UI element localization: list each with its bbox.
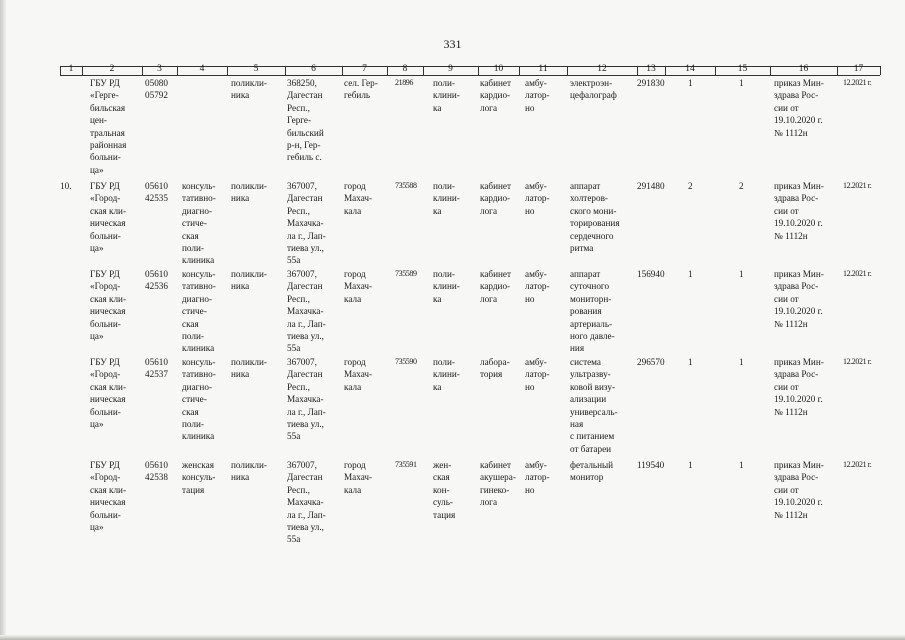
cell-unit: поли- клини- ка [433,78,460,113]
cell-org: ГБУ РД «Город- ская кли- ническая больни- ца» [90,269,127,342]
cell-locality: город Махач- кала [344,181,373,216]
cell-qty2: 1 [739,269,744,279]
cell-date: 12.2021 г. [843,181,872,190]
cell-price: 291480 [637,181,665,191]
cell-care: амбу- латор- но [525,78,550,113]
cell-equipment: фетальный монитор [570,460,614,483]
column-number: 4 [199,64,205,74]
column-number: 12 [597,64,607,74]
cell-date: 12.2021 г. [843,460,872,469]
cell-equipment: система ультразву- ковой визу- ализации универсаль- ная с питанием от батареи [570,357,618,454]
cell-price: 119540 [637,460,665,470]
column-number: 9 [448,64,453,74]
column-number: 15 [737,64,748,74]
cell-org: ГБУ РД «Город- ская кли- ническая больни- ца» [90,460,127,533]
cell-qty1: 1 [688,269,693,279]
cell-price: 296570 [637,357,665,367]
cell-code: 05610 42535 [145,181,168,204]
cell-n: 10. [60,181,72,191]
cell-locality: сел. Гер- гебиль [344,78,378,101]
cell-qty2: 1 [739,357,744,367]
cell-date: 12.2021 г. [843,269,872,278]
column-separator [880,66,881,75]
column-number: 3 [157,64,162,74]
cell-care: амбу- латор- но [525,460,550,495]
cell-price: 156940 [637,269,665,279]
column-number: 10 [493,64,504,74]
cell-basis: приказ Мин- здрава Рос- сии от 19.10.2020 г. № 1112н [774,181,824,241]
cell-address: 367007, Дагестан Респ., Махачка- ла г., Лап- тиева ул., 55а [287,269,326,354]
column-number: 1 [68,64,74,74]
cell-address: 368250, Дагестан Респ., Герге- бильский р-н, Гер- гебиль с. [287,78,324,163]
scan-edge [0,635,905,640]
cell-type: поликли- ника [231,460,267,483]
cell-id: 735590 [395,357,417,366]
cell-unit: поли- клини- ка [433,269,460,304]
cell-room: кабинет кардио- лога [480,181,512,216]
cell-type: поликли- ника [231,181,267,204]
cell-address: 367007, Дагестан Респ., Махачка- ла г., Лап- тиева ул., 55а [287,460,326,545]
column-number: 8 [402,64,408,74]
cell-price: 291830 [637,78,665,88]
cell-room: кабинет кардио- лога [480,78,512,113]
cell-unit: поли- клини- ка [433,181,460,216]
cell-date: 12.2021 г. [843,78,872,87]
cell-equipment: аппарат суточного мониторн- рования артериаль- ного давле- ния [570,269,615,354]
cell-subdivision: консуль- тативно- диагно- стиче- ская поли- клиника [182,269,216,354]
cell-code: 05610 42538 [145,460,168,483]
cell-code: 05080 05792 [145,78,168,101]
cell-care: амбу- латор- но [525,181,550,216]
column-number: 17 [853,64,864,74]
cell-org: ГБУ РД «Герге- бильская цен- тральная районная больни- ца» [90,78,127,175]
cell-org: ГБУ РД «Город- ская кли- ническая больни- ца» [90,357,127,430]
scan-edge [0,0,6,640]
column-number: 14 [685,64,695,74]
cell-subdivision: консуль- тативно- диагно- стиче- ская поли- клиника [182,181,216,266]
cell-org: ГБУ РД «Город- ская кли- ническая больни- ца» [90,181,127,254]
cell-address: 367007, Дагестан Респ., Махачка- ла г., Лап- тиева ул., 55а [287,357,326,442]
cell-qty1: 1 [688,460,693,470]
cell-room: кабинет кардио- лога [480,269,512,304]
cell-id: 735591 [395,460,417,469]
column-number: 11 [538,64,548,74]
cell-code: 05610 42536 [145,269,168,292]
cell-equipment: аппарат холтеров- ского мони- торирования сердечного ритма [570,181,620,254]
cell-care: амбу- латор- но [525,357,550,392]
cell-basis: приказ Мин- здрава Рос- сии от 19.10.2020 г. № 1112н [774,460,824,520]
column-number: 5 [253,64,259,74]
cell-code: 05610 42537 [145,357,168,380]
cell-locality: город Махач- кала [344,460,373,495]
cell-type: поликли- ника [231,357,267,380]
cell-room: лабора- тория [480,357,510,380]
cell-locality: город Махач- кала [344,357,373,392]
cell-subdivision: женская консуль- тация [182,460,216,495]
cell-type: поликли- ника [231,78,267,101]
cell-qty2: 2 [739,181,744,191]
cell-locality: город Махач- кала [344,269,373,304]
cell-equipment: электроэн- цефалограф [570,78,617,101]
cell-qty2: 1 [739,78,744,88]
cell-qty1: 1 [688,357,693,367]
cell-qty1: 2 [688,181,693,191]
cell-unit: поли- клини- ка [433,357,460,392]
cell-type: поликли- ника [231,269,267,292]
cell-address: 367007, Дагестан Респ., Махачка- ла г., Лап- тиева ул., 55а [287,181,326,266]
cell-basis: приказ Мин- здрава Рос- сии от 19.10.2020 г. № 1112н [774,78,824,138]
cell-room: кабинет акушера- гинеко- лога [480,460,516,508]
header-bottom-border [60,75,880,76]
page-number: 331 [443,37,462,51]
column-number: 6 [311,64,316,74]
cell-qty1: 1 [688,78,693,88]
cell-unit: жен- ская кон- суль- тация [433,460,456,520]
cell-date: 12.2021 г. [843,357,872,366]
cell-subdivision: консуль- тативно- диагно- стиче- ская поли- клиника [182,357,216,442]
cell-id: 735588 [395,181,417,190]
cell-qty2: 1 [739,460,744,470]
column-number: 16 [798,64,809,74]
column-number: 7 [362,64,367,74]
column-number: 13 [646,64,656,74]
cell-basis: приказ Мин- здрава Рос- сии от 19.10.2020 г. № 1112н [774,357,824,417]
column-number: 2 [109,64,115,74]
cell-id: 21896 [395,78,414,87]
cell-basis: приказ Мин- здрава Рос- сии от 19.10.2020 г. № 1112н [774,269,824,329]
cell-id: 735589 [395,269,417,278]
cell-care: амбу- латор- но [525,269,550,304]
